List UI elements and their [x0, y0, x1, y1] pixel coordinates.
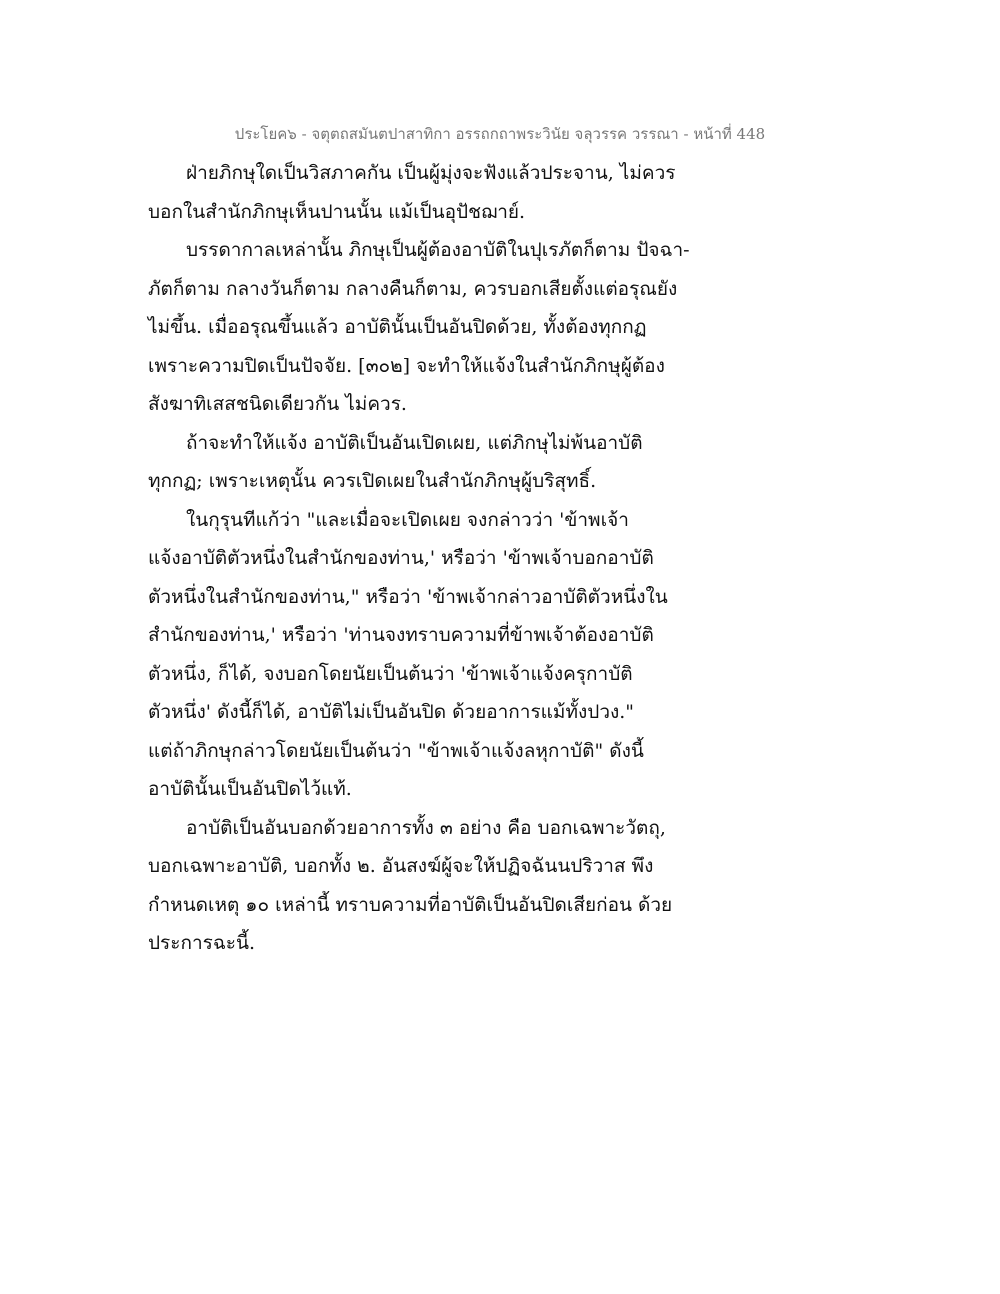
text-line: บอกเฉพาะอาบัติ, บอกทั้ง ๒. อันสงฆ์ผู้จะให้ปฏิจฉันนปริวาส พึง — [148, 855, 654, 877]
text-line: ตัวหนึ่ง, ก็ได้, จงบอกโดยนัยเป็นต้นว่า 'ข้าพเจ้าแจ้งครุกาบัติ — [148, 662, 633, 685]
text-line: บรรดากาลเหล่านั้น ภิกษุเป็นผู้ต้องอาบัติในปุเรภัตก็ตาม ปัจฉา- — [186, 239, 690, 261]
body-text — [148, 154, 708, 963]
text-line: ถ้าจะทำให้แจ้ง อาบัติเป็นอันเปิดเผย, แต่ภิกษุไม่พ้นอาบัติ — [186, 431, 643, 454]
text-line: กำหนดเหตุ ๑๐ เหล่านี้ ทราบความที่อาบัติเป็นอันปิดเสียก่อน ด้วย — [148, 893, 673, 916]
text-line: แต่ถ้าภิกษุกล่าวโดยนัยเป็นต้นว่า "ข้าพเจ้าแจ้งลหุกาบัติ" ดังนี้ — [148, 739, 644, 762]
text-line: ตัวหนึ่งในสำนักของท่าน," หรือว่า 'ข้าพเจ้ากล่าวอาบัติตัวหนึ่งใน — [148, 585, 668, 608]
text-line: อาบัติเป็นอันบอกด้วยอาการทั้ง ๓ อย่าง คือ บอกเฉพาะวัตถุ, — [186, 816, 666, 839]
page-header: ประโยค๖ - จตุตถสมันตปาสาทิกา อรรถกถาพระวินัย จลุวรรค วรรณา - หน้าที่ 448 — [234, 125, 766, 143]
text-line: บอกในสำนักภิกษุเห็นปานนั้น แม้เป็นอุปัชฌาย์. — [148, 200, 526, 223]
text-line: ประการฉะนี้. — [148, 932, 256, 954]
text-line: ในกุรุนทีแก้ว่า "และเมื่อจะเปิดเผย จงกล่าวว่า 'ข้าพเจ้า — [186, 508, 629, 531]
text-line: สังฆาทิเสสชนิดเดียวกัน ไม่ควร. — [148, 393, 407, 415]
text-line: อาบัตินั้นเป็นอันปิดไว้แท้. — [148, 778, 352, 800]
text-line: ตัวหนึ่ง' ดังนี้ก็ได้, อาบัติไม่เป็นอันปิด ด้วยอาการแม้ทั้งปวง." — [148, 701, 635, 723]
text-line: สำนักของท่าน,' หรือว่า 'ท่านจงทราบความที่ข้าพเจ้าต้องอาบัติ — [148, 624, 654, 646]
text-line: แจ้งอาบัติตัวหนึ่งในสำนักของท่าน,' หรือว่า 'ข้าพเจ้าบอกอาบัติ — [148, 547, 654, 569]
text-line: ทุกกฏ; เพราะเหตุนั้น ควรเปิดเผยในสำนักภิกษุผู้บริสุทธิ์. — [148, 470, 597, 492]
text-line: ไม่ขึ้น. เมื่ออรุณขึ้นแล้ว อาบัตินั้นเป็นอันปิดด้วย, ทั้งต้องทุกกฏ — [148, 316, 647, 338]
text-line: ฝ่ายภิกษุใดเป็นวิสภาคกัน เป็นผู้มุ่งจะฟังแล้วประจาน, ไม่ควร — [186, 162, 676, 184]
text-line: เพราะความปิดเป็นปัจจัย. [๓๐๒] จะทำให้แจ้งในสำนักภิกษุผู้ต้อง — [148, 354, 665, 377]
text-line: ภัตก็ตาม กลางวันก็ตาม กลางคืนก็ตาม, ควรบอกเสียตั้งแต่อรุณยัง — [148, 277, 678, 300]
